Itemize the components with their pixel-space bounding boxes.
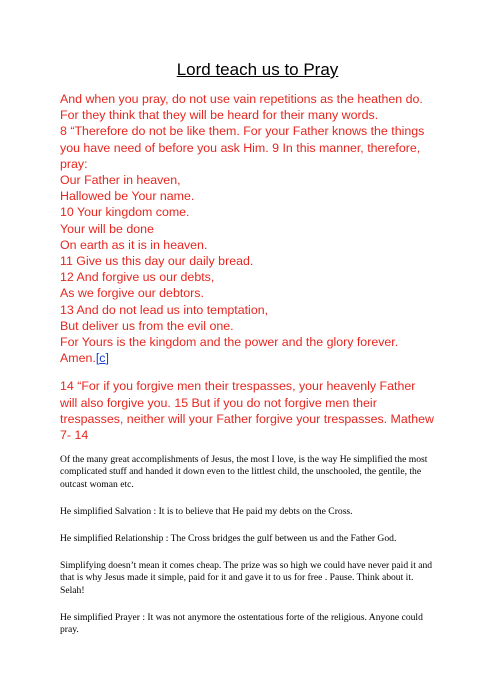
commentary xyxy=(60,454,451,636)
commentary-paragraph-accomplishments xyxy=(60,454,451,491)
commentary-line: Of the many great accomplishments of Jesus, the most I love, is the way He simplified the most xyxy=(60,454,428,466)
commentary-line: complicated stuff and handed it down even to the littlest child, the unschooled, the gentile, the xyxy=(60,466,422,478)
commentary-line: that is why Jesus made it simple, paid for it and gave it to us for free . Pause. Think about it. xyxy=(60,572,414,584)
scripture-line: For they think that they will be heard for their many words. xyxy=(60,108,379,123)
commentary-line: He simplified Relationship : The Cross bridges the gulf between us and the Father God. xyxy=(60,533,397,545)
commentary-line: Simplifying doesn’t mean it comes cheap. The prize was so high we could have never paid it and xyxy=(60,560,433,572)
scripture-line: Your will be done xyxy=(60,221,154,236)
commentary-paragraph-prayer xyxy=(60,612,451,636)
scripture-paragraph-2 xyxy=(60,378,451,443)
commentary-line: He simplified Prayer : It was not anymore the ostentatious forte of the religious. Anyone could xyxy=(60,611,423,623)
commentary-paragraph-simplifying xyxy=(60,560,451,597)
scripture-line: 8 “Therefore do not be like them. For your Father knows the things xyxy=(60,124,425,139)
scripture-line: 13 And do not lead us into temptation, xyxy=(60,302,269,317)
scripture-line: On earth as it is in heaven. xyxy=(60,237,208,252)
document-page xyxy=(0,60,495,700)
scripture-line: 11 Give us this day our daily bread. xyxy=(60,254,254,269)
scripture-line: 12 And forgive us our debts, xyxy=(60,270,215,285)
commentary-line: Selah! xyxy=(60,584,85,596)
commentary-line: He simplified Salvation : It is to believe that He paid my debts on the Cross. xyxy=(60,505,353,517)
amen-line xyxy=(60,350,451,366)
scripture-line: For Yours is the kingdom and the power and the glory forever. xyxy=(60,335,399,350)
scripture-line: Hallowed be Your name. xyxy=(60,189,195,204)
amen-text: Amen. xyxy=(60,351,96,366)
scripture-line: 10 Your kingdom come. xyxy=(60,205,190,220)
commentary-line: pray. xyxy=(60,624,79,636)
scripture-line: But deliver us from the evil one. xyxy=(60,318,234,333)
commentary-paragraph-relationship xyxy=(60,533,451,545)
footnote-bracket-open: [ xyxy=(95,351,100,366)
commentary-paragraph-salvation xyxy=(60,506,451,518)
footnote-bracket-close: ] xyxy=(105,351,109,366)
footnote-link[interactable]: c xyxy=(99,351,106,366)
scripture-line: And when you pray, do not use vain repetitions as the heathen do. xyxy=(60,92,423,106)
scripture-line: will also forgive you. 15 But if you do not forgive men their xyxy=(60,395,377,410)
scripture-line: Our Father in heaven, xyxy=(60,173,181,188)
scripture-passage xyxy=(60,91,451,443)
scripture-line: 7- 14 xyxy=(60,428,89,443)
scripture-paragraph-1 xyxy=(60,91,451,366)
scripture-line: trespasses, neither will your Father forgive your trespasses. Mathew xyxy=(60,411,434,426)
page-title: Lord teach us to Pray xyxy=(176,60,339,79)
scripture-line: 14 “For if you forgive men their trespasses, your heavenly Father xyxy=(60,379,416,394)
scripture-line: As we forgive our debtors. xyxy=(60,286,204,301)
scripture-line: pray: xyxy=(60,156,88,171)
footnote-reference xyxy=(96,351,109,365)
scripture-line: you have need of before you ask Him. 9 In this manner, therefore, xyxy=(60,140,421,155)
commentary-line: outcast woman etc. xyxy=(60,478,134,490)
